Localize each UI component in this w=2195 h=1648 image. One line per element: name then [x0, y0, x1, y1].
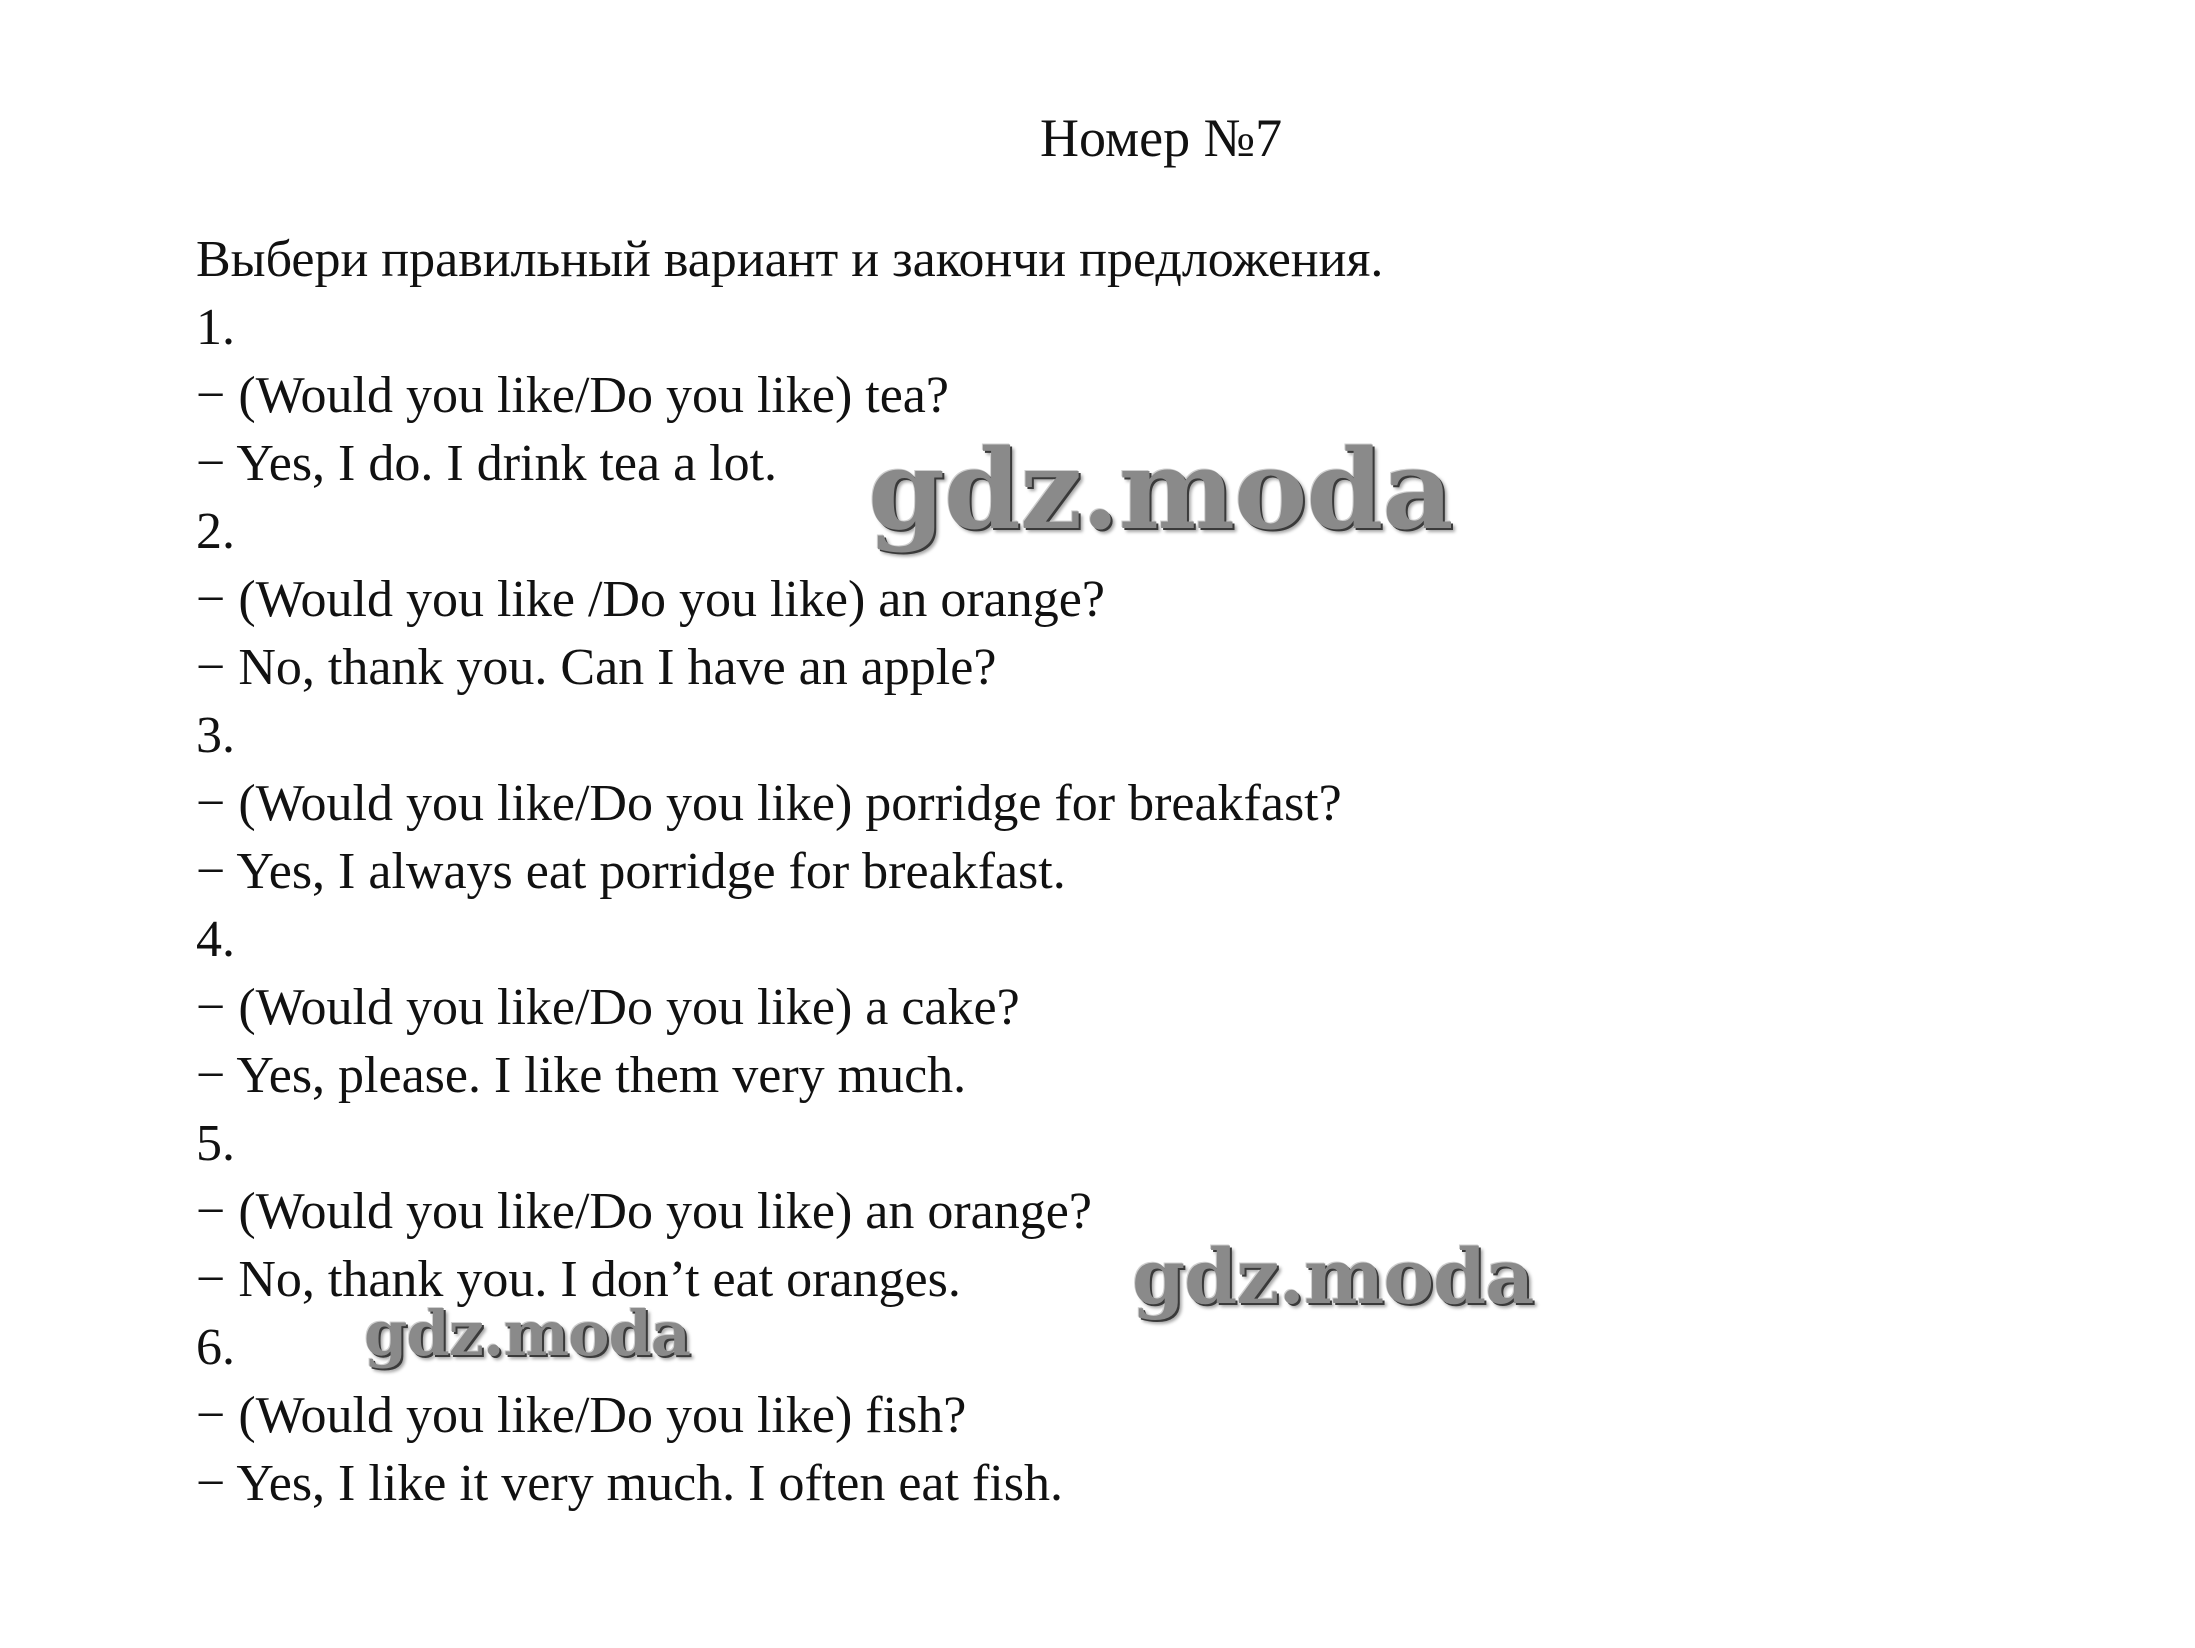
- item-question: − (Would you like /Do you like) an orange?: [196, 571, 1105, 628]
- item-answer: − Yes, please. I like them very much.: [196, 1047, 967, 1104]
- item-number: 4.: [196, 911, 235, 968]
- item-question: − (Would you like/Do you like) fish?: [196, 1387, 967, 1444]
- item-question: − (Would you like/Do you like) an orange?: [196, 1183, 1092, 1240]
- watermark-logo: gdz.moda: [1132, 1232, 1534, 1321]
- item-answer: − No, thank you. Can I have an apple?: [196, 639, 997, 696]
- item-answer: − Yes, I do. I drink tea a lot.: [196, 435, 778, 492]
- item-number: 5.: [196, 1115, 235, 1172]
- item-number: 6.: [196, 1319, 235, 1376]
- item-answer: − Yes, I always eat porridge for breakfast.: [196, 843, 1066, 900]
- instruction-text: Выбери правильный вариант и закончи предложения.: [196, 231, 1384, 288]
- watermark-logo: gdz.moda: [364, 1297, 690, 1370]
- item-question: − (Would you like/Do you like) porridge for breakfast?: [196, 775, 1342, 832]
- item-answer: − Yes, I like it very much. I often eat fish.: [196, 1455, 1063, 1512]
- item-answer: − No, thank you. I don’t eat oranges.: [196, 1251, 961, 1308]
- item-question: − (Would you like/Do you like) a cake?: [196, 979, 1020, 1036]
- watermark-logo: gdz.moda: [868, 425, 1453, 554]
- item-question: − (Would you like/Do you like) tea?: [196, 367, 949, 424]
- item-number: 2.: [196, 503, 235, 560]
- item-number: 3.: [196, 707, 235, 764]
- page-title: Номер №7: [1040, 108, 1283, 168]
- item-number: 1.: [196, 299, 235, 356]
